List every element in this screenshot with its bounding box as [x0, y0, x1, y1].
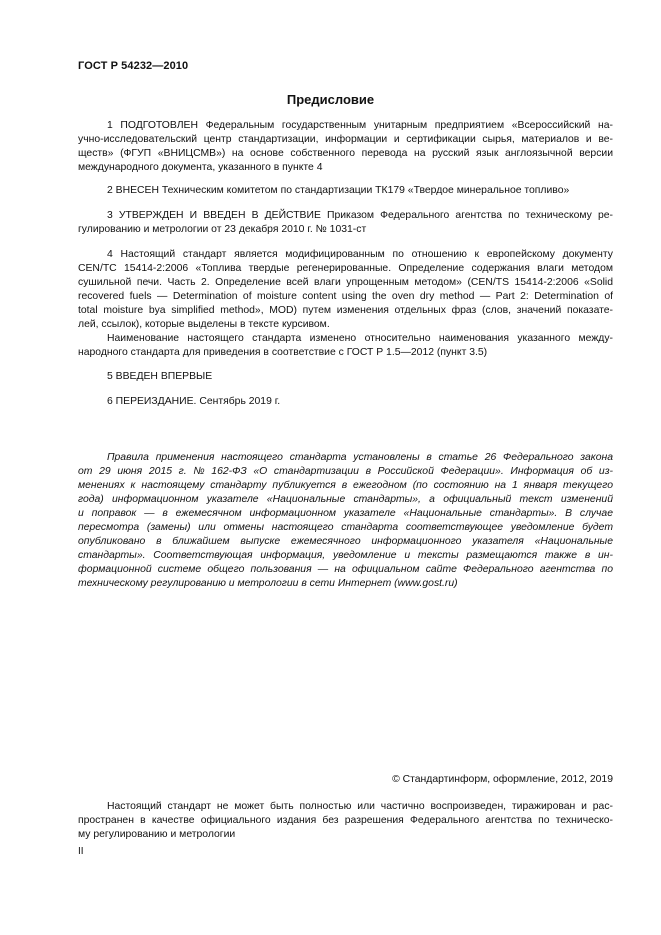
document-code: ГОСТ Р 54232—2010	[78, 60, 189, 72]
text-line: 5 ВВЕДЕН ВПЕРВЫЕ	[107, 371, 213, 382]
text-line: CEN/TC 15414-2:2006 «Топлива твердые регенерированные. Определение содержания влаги методом	[78, 263, 613, 274]
text-line: и поправок — в ежемесячном информационном указателе «Национальные стандарты». В случае	[78, 508, 613, 519]
text-line: recovered fuels — Determination of moisture content using the oven dry method — Part 2: Determination of	[78, 291, 613, 302]
page-title: Предисловие	[286, 92, 375, 107]
text-line: пересмотра (замены) или отмены настоящего стандарта соответствующее уведомление будет	[78, 522, 613, 533]
text-line: total moisture bya simplified method», MOD) путем изменения отдельных фраз (слов, значений показате-	[78, 305, 613, 316]
text-line: ществ» (ФГУП «ВНИЦСМВ») на основе собственного перевода на русский язык англоязычной версии	[78, 148, 613, 159]
text-line: стандарты». Соответствующая информация, уведомление и тексты размещаются также в ин-	[78, 550, 613, 561]
page-number: II	[78, 846, 84, 857]
text-line: учно-исследовательский центр стандартизации, информации и сертификации сырья, материалов и ве-	[78, 134, 613, 145]
text-line: гулированию и метрологии от 23 декабря 2010 г. № 1031-ст	[78, 224, 367, 235]
text-line: года) информационном указателе «Национальные стандарты», а официальный текст изменений	[78, 494, 613, 505]
copyright-line: © Стандартинформ, оформление, 2012, 2019	[392, 774, 613, 785]
text-line: от 29 июня 2015 г. № 162-ФЗ «О стандартизации в Российской Федерации». Информация об из-	[78, 466, 613, 477]
text-line: му регулированию и метрологии	[78, 829, 236, 840]
text-line: пространен в качестве официального издания без разрешения Федерального агентства по техническо-	[78, 815, 613, 826]
text-line: лей, ссылок), которые выделены в тексте курсивом.	[78, 319, 330, 330]
text-line: менениях к настоящему стандарту публикуется в ежегодном (по состоянию на 1 января текущего	[78, 480, 613, 491]
text-line: техническому регулированию и метрологии в сети Интернет (www.gost.ru)	[78, 578, 458, 589]
text-line: Настоящий стандарт не может быть полностью или частично воспроизведен, тиражирован и рас-	[107, 801, 613, 812]
text-line: Наименование настоящего стандарта изменено относительно наименования указанного между-	[107, 333, 613, 344]
text-line: 4 Настоящий стандарт является модифицированным по отношению к европейскому документу	[107, 249, 613, 260]
text-line: Правила применения настоящего стандарта установлены в статье 26 Федерального закона	[107, 452, 613, 463]
text-line: опубликовано в ближайшем выпуске ежемесячного информационного указателя «Национальные	[78, 536, 613, 547]
text-line: 6 ПЕРЕИЗДАНИЕ. Сентябрь 2019 г.	[107, 396, 281, 407]
text-line: 2 ВНЕСЕН Техническим комитетом по стандартизации ТК179 «Твердое минеральное топливо»	[107, 185, 570, 196]
text-line: народного стандарта для приведения в соответствие с ГОСТ Р 1.5—2012 (пункт 3.5)	[78, 347, 488, 358]
text-line: формационной системе общего пользования — на официальном сайте Федерального агентства по	[78, 564, 613, 575]
text-line: 1 ПОДГОТОВЛЕН Федеральным государственным унитарным предприятием «Всероссийский на-	[107, 120, 613, 131]
text-line: международного документа, указанного в пункте 4	[78, 162, 323, 173]
text-line: 3 УТВЕРЖДЕН И ВВЕДЕН В ДЕЙСТВИЕ Приказом Федерального агентства по техническому ре-	[107, 210, 613, 221]
text-line: сушильной печи. Часть 2. Определение всей влаги упрощенным методом» (CEN/TS 15414-2:2006 «Solid	[78, 277, 613, 288]
